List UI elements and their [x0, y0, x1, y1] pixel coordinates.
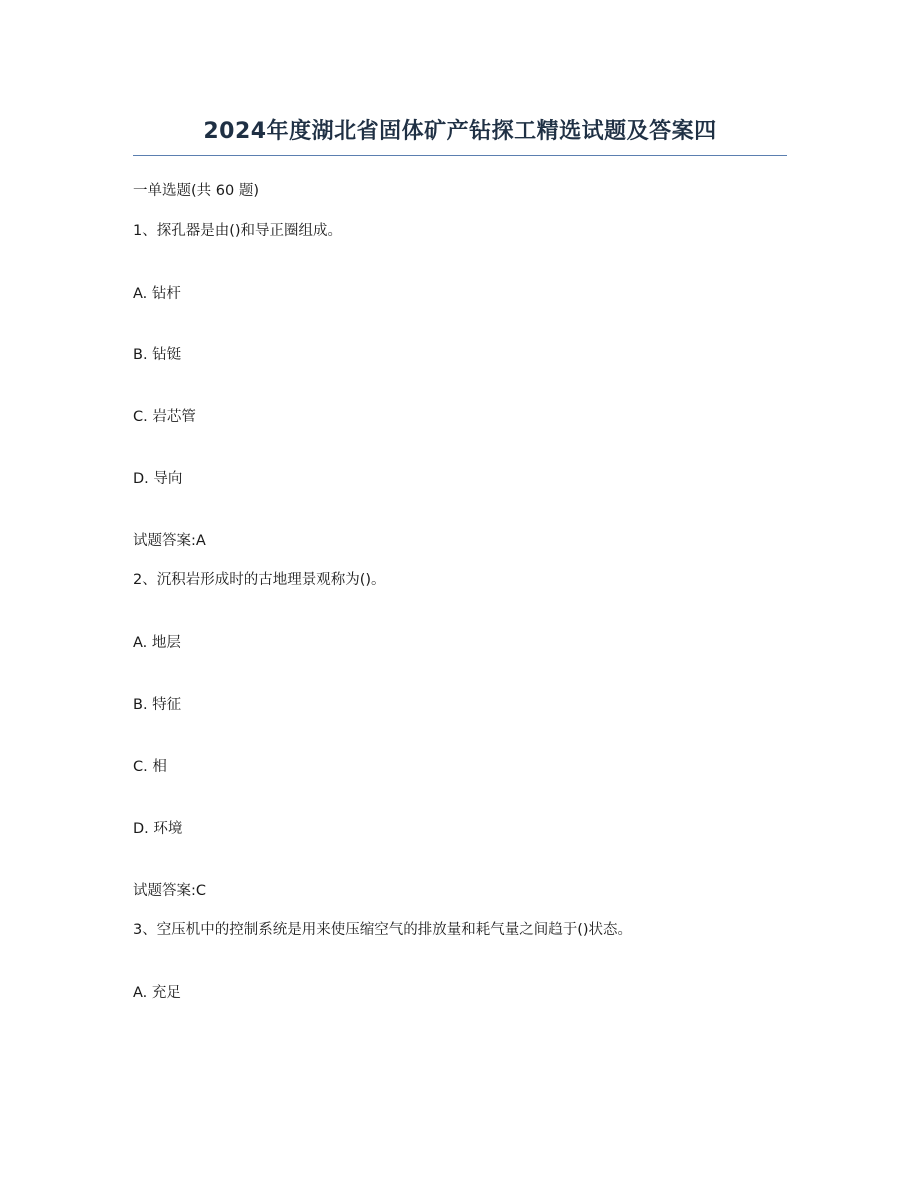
section-heading: 一单选题(共 60 题) [133, 183, 259, 199]
title-underline [133, 155, 787, 156]
question-3-option-a: A. 充足 [133, 985, 181, 1001]
question-1-option-c: C. 岩芯管 [133, 409, 196, 425]
question-2-option-b: B. 特征 [133, 697, 182, 713]
question-2-stem: 2、沉积岩形成时的古地理景观称为()。 [133, 572, 386, 588]
question-3-stem: 3、空压机中的控制系统是用来使压缩空气的排放量和耗气量之间趋于()状态。 [133, 922, 633, 938]
question-1-stem: 1、探孔器是由()和导正圈组成。 [133, 223, 343, 239]
question-2-option-d: D. 环境 [133, 821, 183, 837]
question-1-option-d: D. 导向 [133, 471, 183, 487]
question-1-answer: 试题答案:A [133, 533, 206, 549]
document-title: 2024年度湖北省固体矿产钻探工精选试题及答案四 [203, 119, 717, 144]
question-2-answer: 试题答案:C [133, 883, 207, 899]
question-1-option-a: A. 钻杆 [133, 286, 181, 302]
question-1-option-b: B. 钻铤 [133, 347, 182, 363]
question-2-option-c: C. 相 [133, 759, 167, 775]
question-2-option-a: A. 地层 [133, 635, 181, 651]
